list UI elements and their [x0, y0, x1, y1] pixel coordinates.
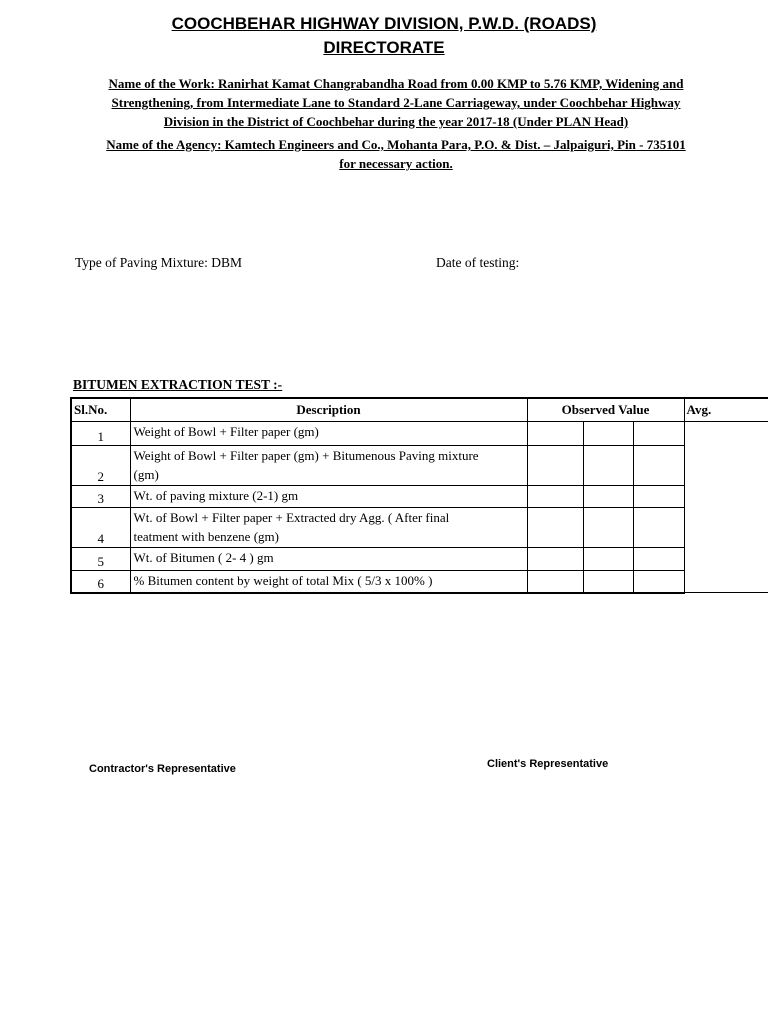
- observed-value-cell[interactable]: [527, 508, 583, 548]
- office-heading: COOCHBEHAR HIGHWAY DIVISION, P.W.D. (ROADS): [171, 14, 597, 33]
- observed-value-cell[interactable]: [633, 422, 684, 446]
- observed-value-cell[interactable]: [527, 548, 583, 571]
- observed-value-cell[interactable]: [583, 571, 633, 593]
- row-description-line: Wt. of paving mixture (2-1) gm: [133, 488, 299, 503]
- avg-header: Avg.: [684, 398, 768, 422]
- testing-date-label: Date of testing:: [436, 255, 520, 270]
- row-sl-no: 5: [71, 548, 130, 571]
- row-description: [130, 422, 527, 446]
- observed-value-cell[interactable]: [633, 571, 684, 593]
- bitumen-extraction-table: [70, 397, 768, 594]
- row-description: [130, 548, 527, 571]
- table-row: [71, 486, 768, 508]
- row-description-line: Wt. of Bitumen ( 2- 4 ) gm: [133, 550, 274, 565]
- row-description: [130, 446, 527, 486]
- row-sl-no: 6: [71, 571, 130, 593]
- directorate-heading: DIRECTORATE: [323, 38, 445, 57]
- row-sl-no: 3: [71, 486, 130, 508]
- observed-value-cell[interactable]: [633, 446, 684, 486]
- client-representative-label: Client's Representative: [487, 758, 609, 770]
- observed-value-cell[interactable]: [633, 486, 684, 508]
- row-description: [130, 508, 527, 548]
- row-description-line: % Bitumen content by weight of total Mix ( 5/3 x 100% ): [133, 573, 433, 588]
- table-row: [71, 508, 768, 548]
- observed-value-cell[interactable]: [527, 571, 583, 593]
- average-value-cell[interactable]: [684, 422, 768, 593]
- row-sl-no: 4: [71, 508, 130, 548]
- observed-value-cell[interactable]: [633, 548, 684, 571]
- table-row: [71, 571, 768, 593]
- observed-value-cell[interactable]: [527, 446, 583, 486]
- observed-value-cell[interactable]: [527, 422, 583, 446]
- paving-mixture-type: Type of Paving Mixture: DBM: [75, 255, 243, 270]
- observed-value-header: Observed Value: [527, 398, 684, 422]
- row-description-line: teatment with benzene (gm): [133, 529, 279, 544]
- row-sl-no: 2: [71, 446, 130, 486]
- contractor-representative-label: Contractor's Representative: [89, 763, 236, 775]
- row-description-line: Weight of Bowl + Filter paper (gm) + Bitumenous Paving mixture: [133, 448, 479, 463]
- work-name-line: Strengthening, from Intermediate Lane to Standard 2-Lane Carriageway, under Coochbehar Highway: [111, 95, 681, 110]
- row-description: [130, 486, 527, 508]
- agency-name: [75, 135, 717, 173]
- work-name: [75, 74, 717, 131]
- row-description-line: (gm): [133, 467, 159, 482]
- table-row: [71, 422, 768, 446]
- sl-no-header: Sl.No.: [71, 398, 130, 422]
- observed-value-cell[interactable]: [583, 548, 633, 571]
- description-header: Description: [130, 398, 527, 422]
- table-row: [71, 548, 768, 571]
- agency-name-line: Name of the Agency: Kamtech Engineers and Co., Mohanta Para, P.O. & Dist. – Jalpaiguri, Pin - 735101: [106, 137, 686, 152]
- table-header-row: [71, 398, 768, 422]
- work-name-line: Division in the District of Coochbehar during the year 2017-18 (Under PLAN Head): [163, 114, 629, 129]
- test-title: BITUMEN EXTRACTION TEST :-: [73, 377, 283, 392]
- row-description-line: Weight of Bowl + Filter paper (gm): [133, 424, 319, 439]
- observed-value-cell[interactable]: [633, 508, 684, 548]
- observed-value-cell[interactable]: [583, 486, 633, 508]
- observed-value-cell[interactable]: [583, 422, 633, 446]
- observed-value-cell[interactable]: [527, 486, 583, 508]
- agency-name-line: for necessary action.: [339, 156, 453, 171]
- observed-value-cell[interactable]: [583, 446, 633, 486]
- row-sl-no: 1: [71, 422, 130, 446]
- row-description-line: Wt. of Bowl + Filter paper + Extracted dry Agg. ( After final: [133, 510, 450, 525]
- work-name-line: Name of the Work: Ranirhat Kamat Changrabandha Road from 0.00 KMP to 5.76 KMP, Widening and: [108, 76, 684, 91]
- observed-value-cell[interactable]: [583, 508, 633, 548]
- row-description: [130, 571, 527, 593]
- table-row: [71, 446, 768, 486]
